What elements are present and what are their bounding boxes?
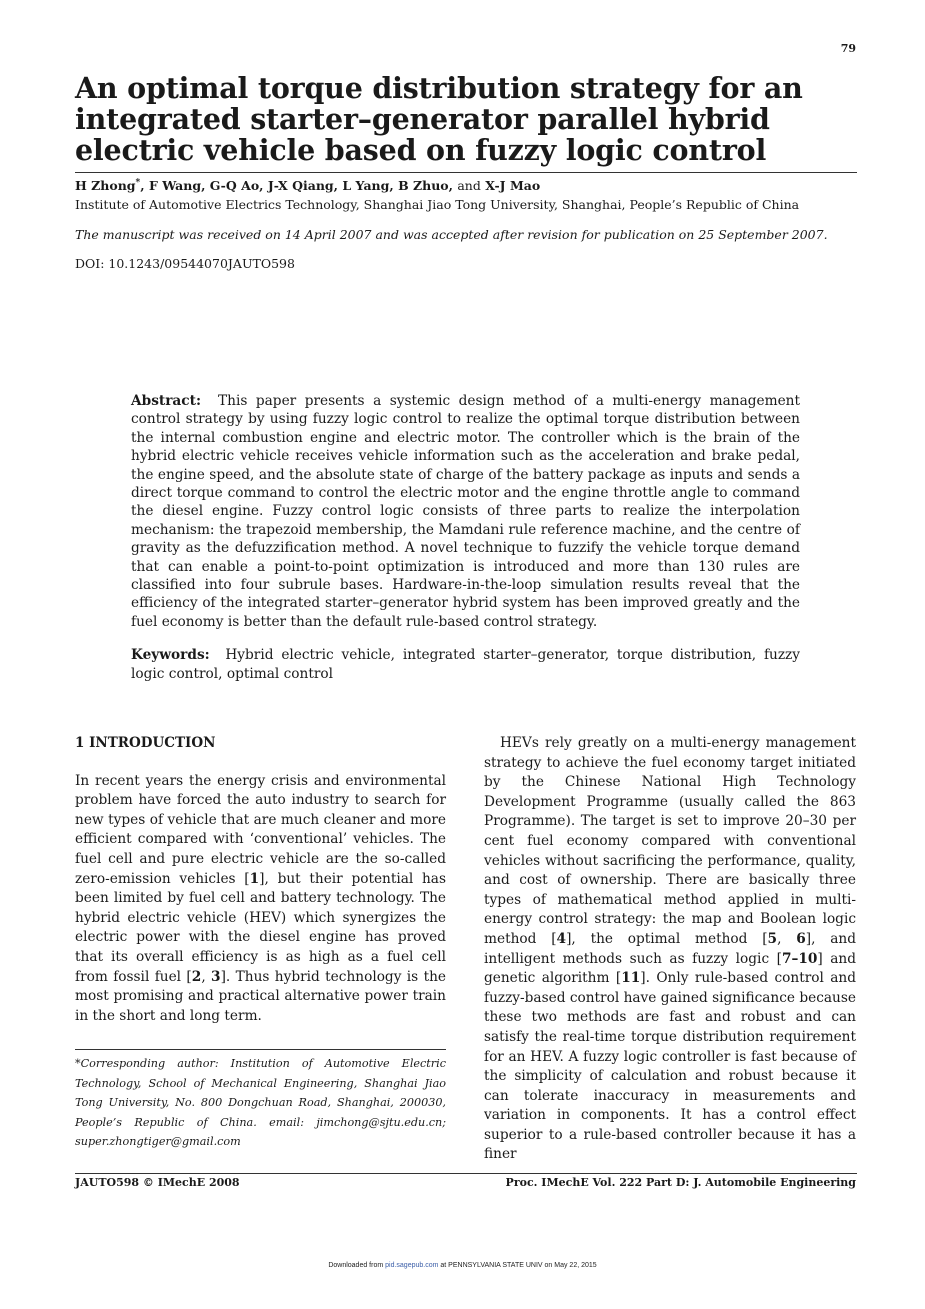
abstract-block [131, 392, 800, 683]
doi: DOI: 10.1243/09544070JAUTO598 [75, 256, 295, 271]
reference-number: 6 [796, 930, 806, 947]
abstract [131, 392, 800, 631]
right-column [484, 734, 856, 1165]
footnote-mark: * [75, 1057, 81, 1070]
text-run: ], but their potential has been limited by fuel cell and battery technology. The hybrid electric vehicle (HEV) which synergizes the electric power with the diesel engine has proved that its overall efficiency is as high as a fuel cell from fossil fuel [ [75, 870, 446, 985]
reference-number: 5 [767, 930, 778, 947]
other-authors: , F Wang, G-Q Ao, J-X Qiang, L Yang, B Zhuo, [140, 178, 453, 194]
text-run: , [777, 930, 797, 947]
and-word: and [457, 178, 481, 194]
reference-number: 2 [191, 968, 202, 985]
download-link[interactable]: pid.sagepub.com [385, 1262, 439, 1269]
download-suffix: at PENNSYLVANIA STATE UNIV on May 22, 2015 [438, 1262, 597, 1269]
reference-number: 7–10 [781, 950, 818, 967]
title-rule [75, 172, 857, 173]
text-run: In recent years the energy crisis and environmental problem have forced the auto industry to search for new types of vehicle that are much cleaner and more efficient compared with ‘conventional’ vehicles. The fuel cell and pure electric vehicle are the so-called zero-emission vehicles [ [75, 772, 446, 887]
keywords-label: Keywords: [131, 647, 210, 664]
footer-right: Proc. IMechE Vol. 222 Part D: J. Automobile Engineering [505, 1176, 856, 1189]
keywords [131, 646, 800, 683]
footnote [75, 1054, 446, 1152]
text-run: ], the optimal method [ [566, 930, 768, 947]
section-heading: 1 INTRODUCTION [75, 735, 216, 751]
received-note: The manuscript was received on 14 April 2007 and was accepted after revision for publication on 25 September 2007. [75, 227, 828, 242]
author-list [75, 178, 540, 193]
reference-number: 1 [249, 870, 260, 887]
footer-rule [75, 1173, 857, 1174]
article-title: An optimal torque distribution strategy for an integrated starter–generator parallel hybrid electric vehicle based on fuzzy logic control [75, 71, 803, 167]
text-run: HEVs rely greatly on a multi-energy management strategy to achieve the fuel economy target initiated by the Chinese National High Technology Development Programme (usually called the 863 Programme). The target is set to improve 20–30 per cent fuel economy compared with conventional vehicles without sacrificing the performance, quality, and cost of ownership. There are basically three types of mathematical method applied in multi-energy control strategy: the map and Boolean logic method [ [484, 735, 856, 947]
text-run: ], and intelligent methods such as fuzzy logic [ [484, 930, 856, 967]
footer-left: JAUTO598 © IMechE 2008 [75, 1176, 240, 1189]
download-note [0, 1262, 925, 1269]
reference-number: 4 [556, 930, 567, 947]
reference-number: 11 [621, 970, 641, 987]
text-run: ]. Thus hybrid technology is the most promising and practical alternative power train in the short and long term. [75, 968, 446, 1024]
abstract-text: This paper presents a systemic design method of a multi-energy management control strategy by using fuzzy logic control to realize the optimal torque distribution between the internal combustion engine and electric motor. The controller which is the brain of the hybrid electric vehicle receives vehicle information such as the acceleration and brake pedal, the engine speed, and the absolute state of charge of the battery package as inputs and sends a direct torque command to control the electric motor and the engine throttle angle to command the diesel engine. Fuzzy control logic consists of three parts to realize the interpolation mechanism: the trapezoid membership, the Mamdani rule reference machine, and the centre of gravity as the defuzzification method. A novel technique to fuzzify the vehicle torque demand that can enable a point-to-point optimization is introduced and more than 130 rules are classified into four subrule bases. Hardware-in-the-loop simulation results reveal that the efficiency of the integrated starter–generator hybrid system has been improved greatly and the fuel economy is better than the default rule-based control strategy. [131, 393, 800, 630]
intro-paragraph-2 [484, 734, 856, 1165]
first-author: H Zhong [75, 178, 136, 194]
text-run: ] and genetic algorithm [ [484, 950, 856, 987]
left-column [75, 734, 446, 1026]
abstract-label: Abstract: [131, 393, 202, 409]
reference-number: 3 [211, 968, 221, 985]
intro-paragraph-1 [75, 772, 446, 1027]
keywords-text: Hybrid electric vehicle, integrated starter–generator, torque distribution, fuzzy logic control, optimal control [131, 647, 801, 682]
corresponding-mark: * [135, 178, 141, 188]
affiliation: Institute of Automotive Electrics Technology, Shanghai Jiao Tong University, Shanghai, People’s Republic of China [75, 197, 800, 212]
footnote-text: Corresponding author: Institution of Automotive Electric Technology, School of Mechanical Engineering, Shanghai Jiao Tong University, No. 800 Dongchuan Road, Shanghai, 200030, People’s Republic of China. email: jimchong@sjtu.edu.cn; super.zhongtiger@gmail.com [75, 1057, 446, 1148]
text-run: ]. Only rule-based control and fuzzy-based control have gained significance because these two methods are fast and robust and can satisfy the real-time torque distribution requirement for an HEV. A fuzzy logic controller is fast because of the simplicity of calculation and robust because it can tolerate inaccuracy in measurements and variation in components. It has a control effect superior to a rule-based controller because it has a finer [484, 970, 856, 1163]
last-author: X-J Mao [485, 178, 541, 194]
text-run: , [201, 968, 212, 985]
footnote-rule [75, 1049, 446, 1050]
page-number: 79 [840, 42, 856, 55]
download-prefix: Downloaded from [328, 1262, 386, 1269]
